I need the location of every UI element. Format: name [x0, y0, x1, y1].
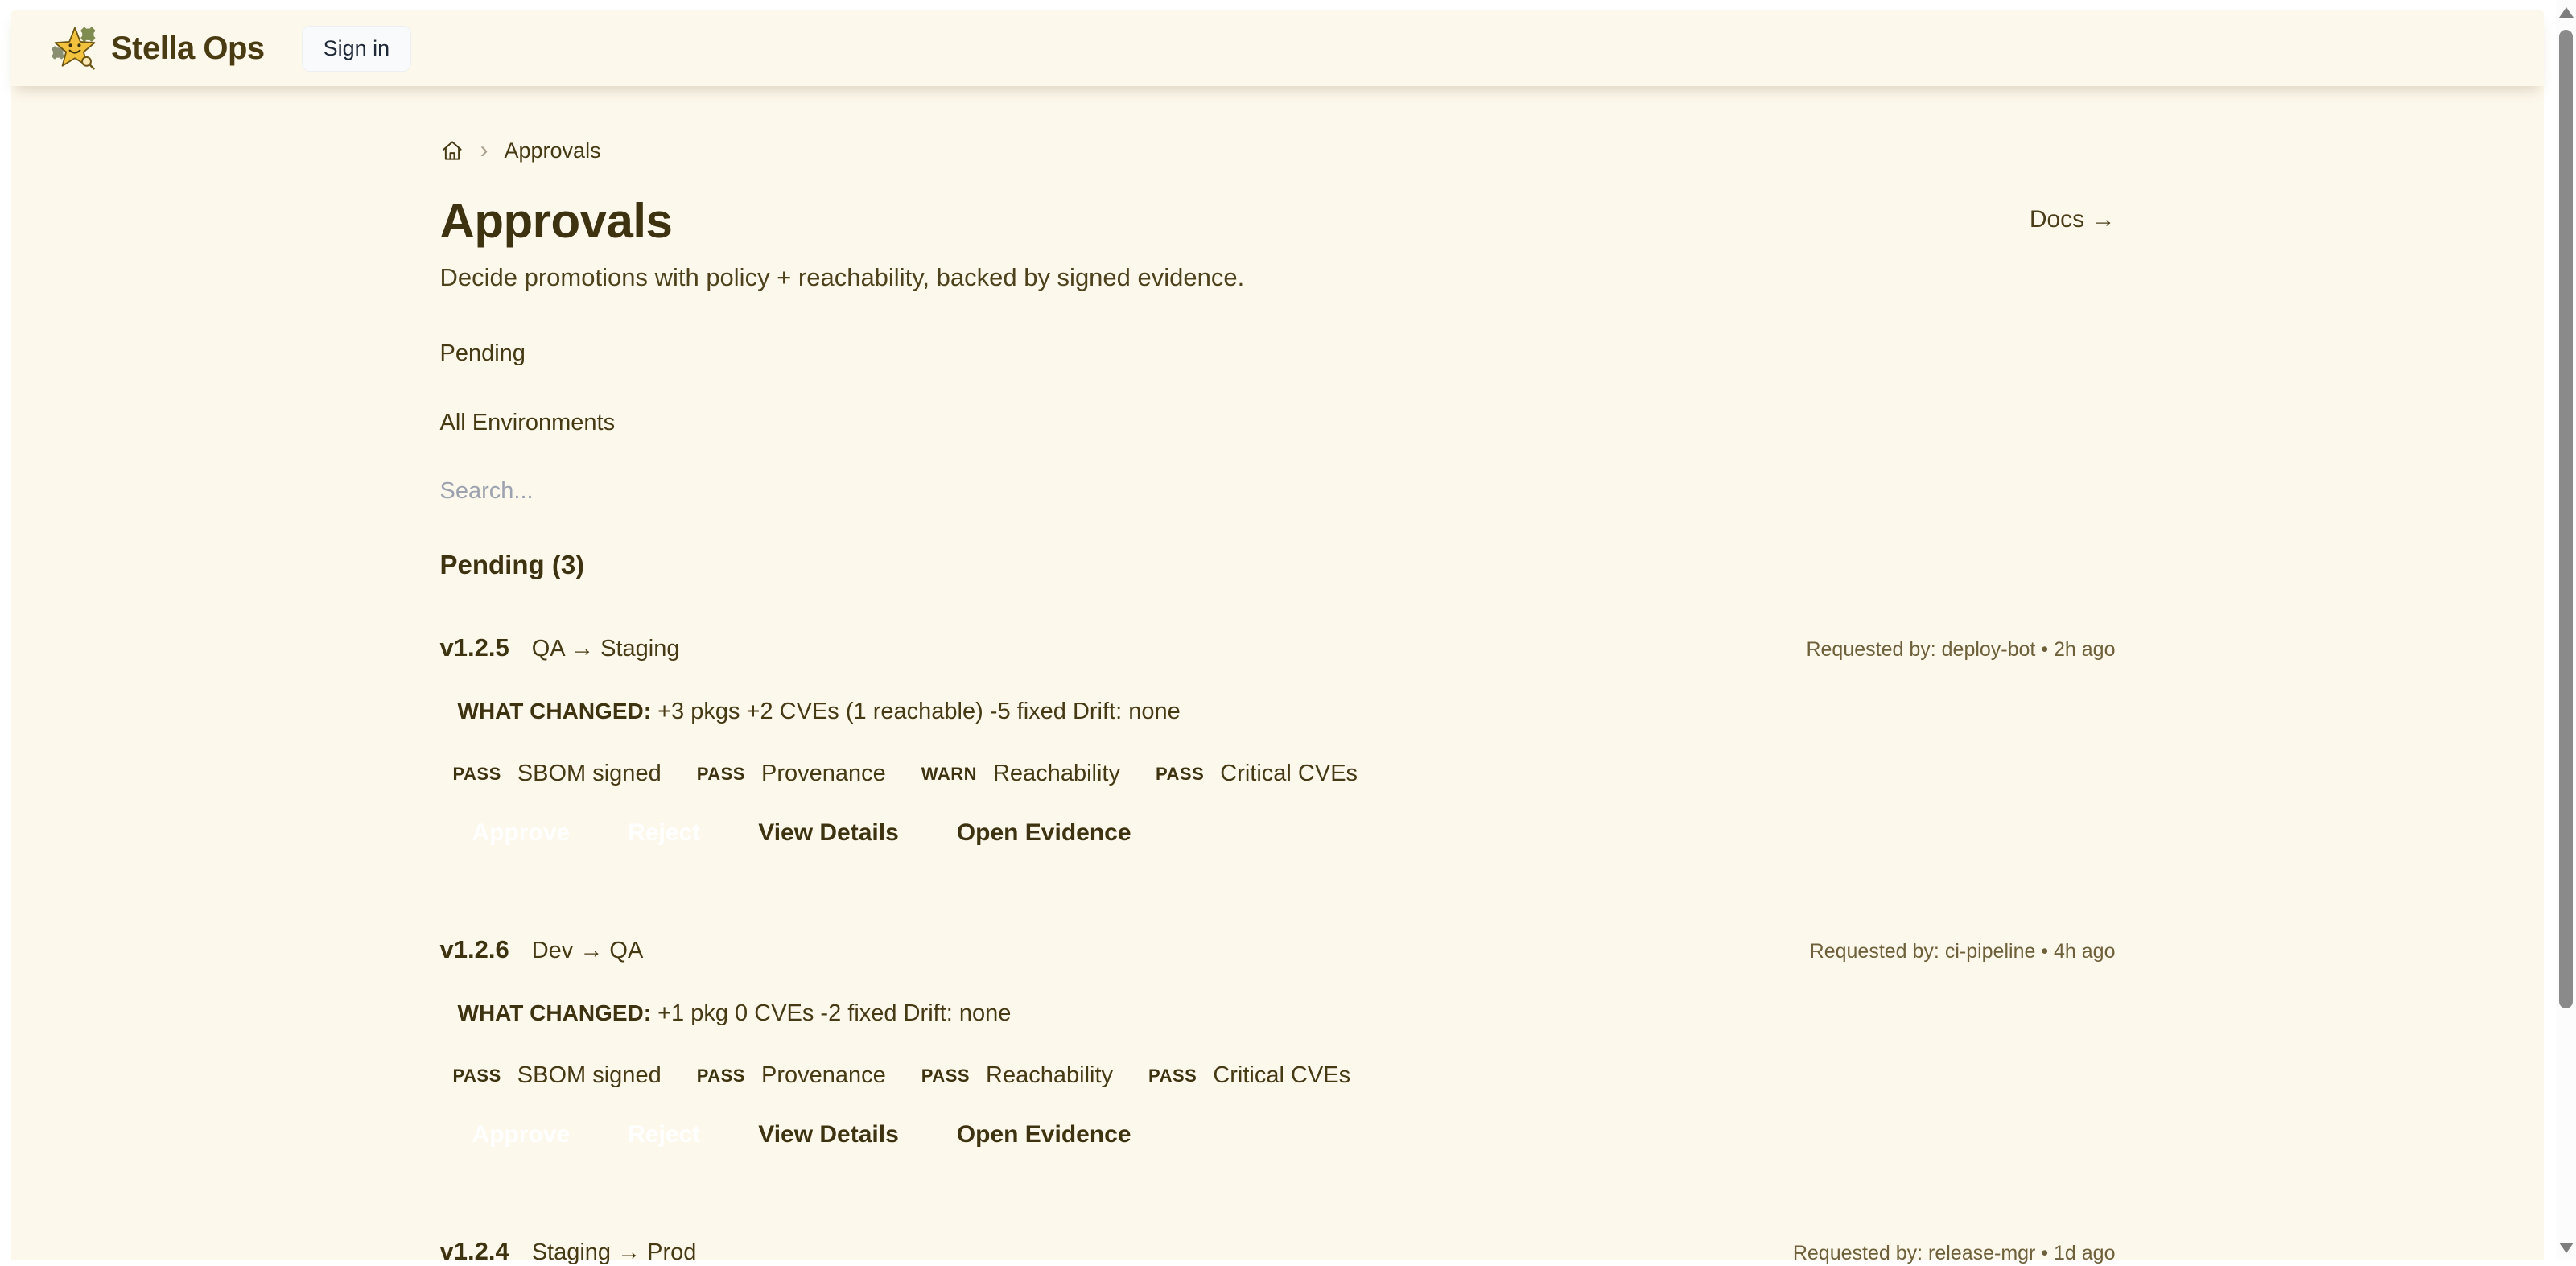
vertical-scrollbar[interactable]: [2556, 0, 2576, 1260]
check-item: [697, 1062, 886, 1089]
what-changed-text: +1 pkg 0 CVEs -2 fixed Drift: none: [657, 1000, 1012, 1026]
check-item: [1156, 761, 1358, 787]
check-status-badge: WARN: [921, 763, 977, 784]
top-navbar: [11, 10, 2544, 86]
pending-section-heading: Pending (3): [439, 550, 585, 579]
promotion-path: Staging → Prod: [531, 1239, 697, 1265]
check-label: Critical CVEs: [1220, 761, 1358, 786]
check-item: [697, 761, 886, 787]
check-status-badge: PASS: [1155, 763, 1205, 784]
check-label: SBOM signed: [517, 1062, 662, 1088]
star-mascot-icon: [52, 25, 98, 72]
what-changed-text: +3 pkgs +2 CVEs (1 reachable) -5 fixed Drift: none: [657, 699, 1181, 724]
card-actions: [440, 808, 2116, 858]
card-actions: [440, 1110, 2116, 1160]
filters: [440, 340, 2116, 503]
check-item: [453, 761, 662, 787]
open-evidence-button[interactable]: Open Evidence: [938, 808, 1151, 858]
scrollbar-thumb[interactable]: [2559, 30, 2573, 1008]
view-details-button[interactable]: View Details: [739, 808, 918, 858]
check-label: Provenance: [760, 761, 886, 786]
what-changed-label: WHAT CHANGED:: [457, 1000, 652, 1025]
check-status-badge: PASS: [696, 1065, 745, 1086]
check-status-badge: PASS: [1148, 1065, 1197, 1086]
breadcrumb: [440, 138, 2116, 163]
check-label: Reachability: [986, 1062, 1114, 1088]
home-icon[interactable]: [440, 138, 464, 163]
check-status-badge: PASS: [452, 1065, 501, 1086]
view-details-button[interactable]: View Details: [739, 1110, 918, 1160]
brand[interactable]: [52, 25, 265, 72]
check-label: Reachability: [992, 761, 1120, 786]
brand-name: Stella Ops: [111, 30, 265, 66]
promotion-path: QA → Staging: [531, 636, 680, 662]
page-title: Approvals: [439, 194, 673, 248]
check-label: SBOM signed: [517, 761, 662, 786]
check-item: [921, 1062, 1113, 1089]
release-version: v1.2.5: [439, 633, 509, 662]
search-input[interactable]: [440, 479, 923, 503]
what-changed-label: WHAT CHANGED:: [457, 699, 652, 724]
check-label: Provenance: [760, 1062, 886, 1088]
approval-card: [440, 935, 2116, 1160]
reject-button[interactable]: Reject: [608, 808, 719, 858]
release-version: v1.2.4: [439, 1237, 509, 1265]
environment-filter-select[interactable]: All Environments: [439, 410, 616, 435]
check-status-badge: PASS: [696, 763, 745, 784]
check-item: [921, 761, 1120, 787]
scroll-down-icon[interactable]: [2559, 1243, 2574, 1253]
app-window: [11, 10, 2544, 1265]
check-item: [453, 1062, 662, 1089]
status-filter-select[interactable]: Pending: [439, 340, 526, 366]
docs-link[interactable]: Docs →: [2029, 206, 2116, 233]
check-item: [1148, 1062, 1350, 1089]
check-label: Critical CVEs: [1213, 1062, 1351, 1088]
policy-checks: [440, 1062, 2116, 1089]
sign-in-button[interactable]: Sign in: [302, 26, 412, 72]
approval-card: [440, 1237, 2116, 1266]
release-version: v1.2.6: [439, 935, 509, 963]
main-content-area: [11, 86, 2544, 1265]
approve-button[interactable]: Approve: [453, 1110, 590, 1160]
policy-checks: [440, 761, 2116, 787]
promotion-path: Dev → QA: [531, 938, 644, 963]
check-status-badge: PASS: [452, 763, 501, 784]
reject-button[interactable]: Reject: [608, 1110, 719, 1160]
breadcrumb-separator: ›: [480, 137, 488, 163]
approve-button[interactable]: Approve: [453, 808, 590, 858]
scroll-up-icon[interactable]: [2559, 7, 2574, 18]
request-meta: Requested by: deploy-bot • 2h ago: [1806, 638, 2116, 661]
check-status-badge: PASS: [921, 1065, 971, 1086]
open-evidence-button[interactable]: Open Evidence: [938, 1110, 1151, 1160]
breadcrumb-current: Approvals: [504, 138, 601, 163]
page-subtitle: Decide promotions with policy + reachability, backed by signed evidence.: [439, 263, 1245, 291]
request-meta: Requested by: ci-pipeline • 4h ago: [1809, 940, 2116, 963]
request-meta: Requested by: release-mgr • 1d ago: [1792, 1242, 2116, 1264]
approval-card: [440, 633, 2116, 858]
